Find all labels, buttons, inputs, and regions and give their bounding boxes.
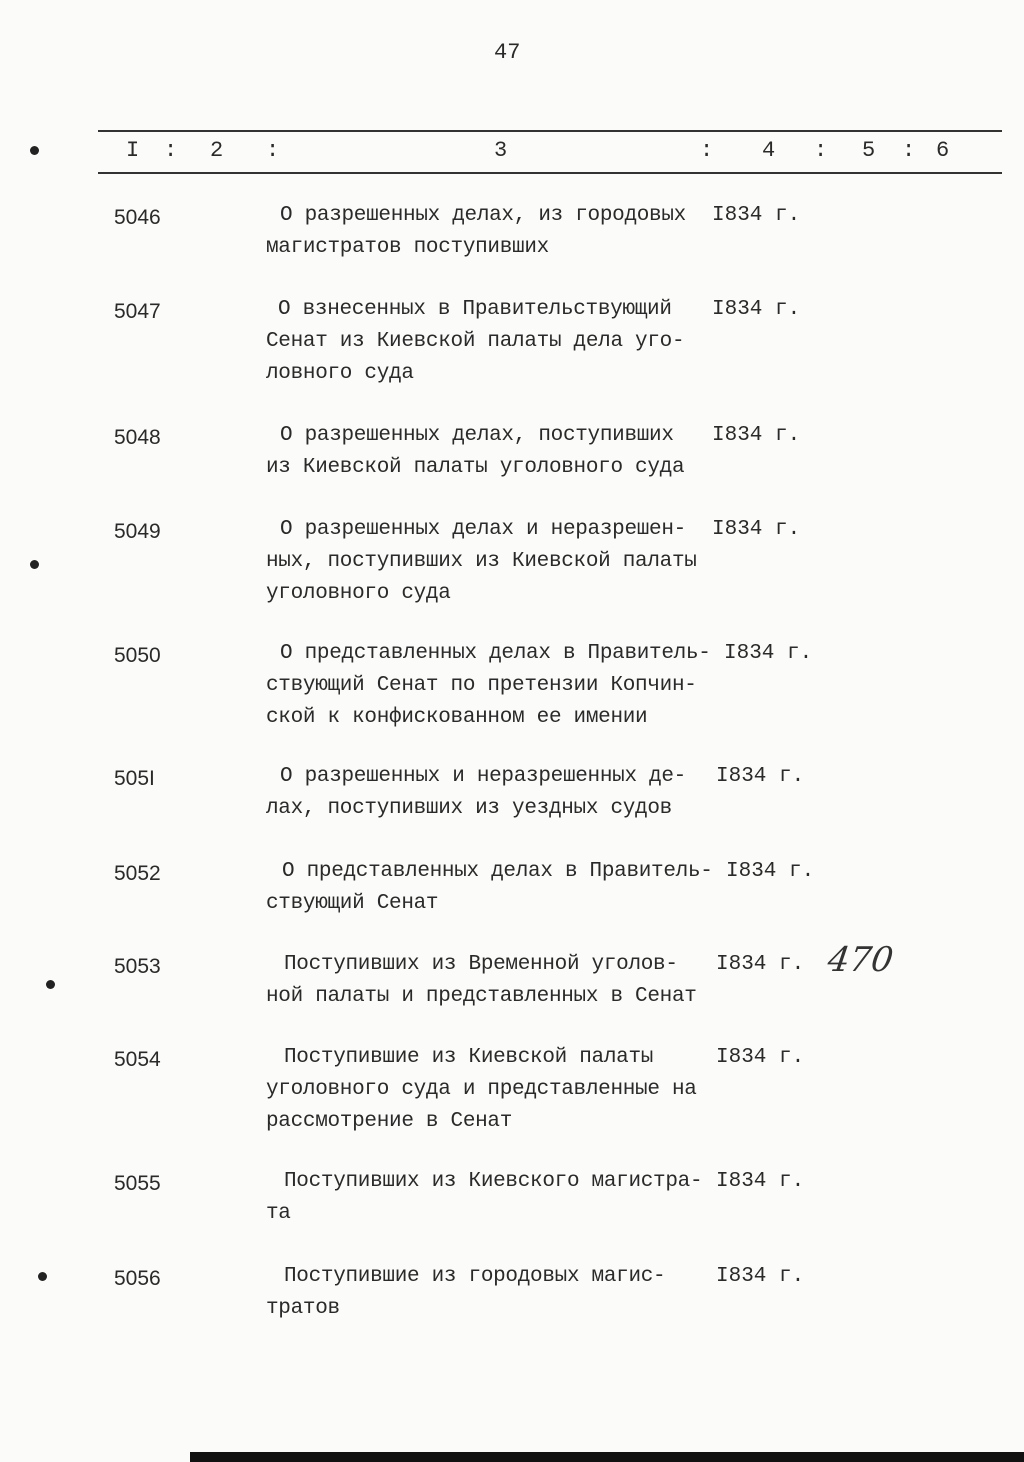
item-number: 5052 [114,862,161,885]
item-year: I834 г. [712,298,801,321]
item-year: I834 г. [712,424,801,447]
item-title-line: О разрешенных делах и неразрешен- [280,518,686,541]
column-header: 5 [862,138,876,163]
item-title-line: О представленных делах в Правитель- [282,860,713,883]
punch-hole-mark [30,560,39,569]
item-title-line: ных, поступивших из Киевской палаты [266,550,697,573]
item-year: I834 г. [716,765,805,788]
column-separator: : [266,138,280,163]
item-title-line: ной палаты и представленных в Сенат [266,985,697,1008]
column-separator: : [164,138,178,163]
item-number: 5056 [114,1267,161,1290]
item-title-line: та [266,1202,291,1225]
item-title-line: ствующий Сенат по претензии Копчин- [266,674,697,697]
header-rule-top [98,130,1002,132]
column-header: 6 [936,138,950,163]
column-header: 3 [494,138,508,163]
item-title-line: Поступившие из городовых магис- [284,1265,666,1288]
item-title-line: уголовного суда [266,582,451,605]
item-year: I834 г. [716,1265,805,1288]
item-year: I834 г. [716,1046,805,1069]
item-year: I834 г. [712,204,801,227]
item-title-line: ловного суда [266,362,414,385]
item-number: 5050 [114,644,161,667]
header-rule-bottom [98,172,1002,174]
item-title-line: О представленных делах в Правитель- [280,642,711,665]
punch-hole-mark [30,146,39,155]
item-title-line: из Киевской палаты уголовного суда [266,456,685,479]
item-year: I834 г. [716,953,805,976]
column-header: 4 [762,138,776,163]
item-title-line: уголовного суда и представленные на [266,1078,697,1101]
item-year: I834 г. [712,518,801,541]
item-number: 5054 [114,1048,161,1071]
item-number: 505I [114,767,155,790]
column-header: I [126,138,140,163]
item-title-line: Поступивших из Временной уголов- [284,953,678,976]
item-year: I834 г. [724,642,813,665]
item-number: 5046 [114,206,161,229]
item-title-line: тратов [266,1297,340,1320]
scan-edge [190,1452,1024,1462]
column-header: 2 [210,138,224,163]
item-title-line: Поступившие из Киевской палаты [284,1046,654,1069]
item-title-line: рассмотрение в Сенат [266,1110,513,1133]
handwritten-annotation: 470 [825,940,896,980]
item-title-line: лах, поступивших из уездных судов [266,797,672,820]
item-number: 5053 [114,955,161,978]
column-separator: : [902,138,916,163]
item-number: 5048 [114,426,161,449]
page-number: 47 [494,40,521,65]
item-title-line: Поступивших из Киевского магистра- [284,1170,703,1193]
punch-hole-mark [46,980,55,989]
item-title-line: О разрешенных делах, из городовых [280,204,686,227]
punch-hole-mark [38,1272,47,1281]
item-year: I834 г. [716,1170,805,1193]
item-title-line: О разрешенных и неразрешенных де- [280,765,686,788]
item-number: 5055 [114,1172,161,1195]
item-title-line: магистратов поступивших [266,236,549,259]
item-title-line: ствующий Сенат [266,892,439,915]
item-number: 5047 [114,300,161,323]
item-year: I834 г. [726,860,815,883]
item-number: 5049 [114,520,161,543]
column-separator: : [814,138,828,163]
column-separator: : [700,138,714,163]
item-title-line: Сенат из Киевской палаты дела уго- [266,330,685,353]
item-title-line: ской к конфискованном ее имении [266,706,648,729]
item-title-line: О взнесенных в Правительствующий [278,298,672,321]
item-title-line: О разрешенных делах, поступивших [280,424,674,447]
